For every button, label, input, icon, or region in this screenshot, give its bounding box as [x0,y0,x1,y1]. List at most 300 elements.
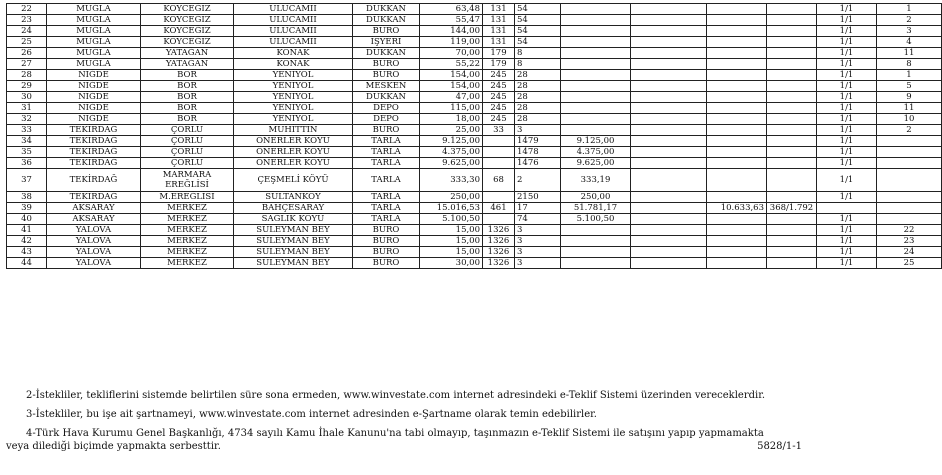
cell-parcel: 17 [515,203,561,214]
cell-share: 368/1.792 [767,203,817,214]
cell-total-area: 250,00 [561,192,631,203]
cell-province: MUĞLA [47,48,141,59]
cell-parcel: 1478 [515,147,561,158]
cell-independent-no [877,147,942,158]
cell-no: 41 [7,225,47,236]
cell-ratio: 1/1 [817,236,877,247]
cell-no: 40 [7,214,47,225]
cell-type: DÜKKAN [353,4,420,15]
cell-type: BÜRO [353,26,420,37]
cell-province: NİĞDE [47,81,141,92]
cell-total-area [561,37,631,48]
cell-area: 154,00 [420,70,483,81]
cell-extra [631,4,707,15]
cell-ratio: 1/1 [817,59,877,70]
reference-number: 5828/1-1 [757,441,802,452]
cell-share [767,70,817,81]
cell-extra [631,236,707,247]
cell-location: SÜLEYMAN BEY [234,258,353,269]
cell-no: 36 [7,158,47,169]
cell-parcel: 54 [515,4,561,15]
cell-province: AKSARAY [47,203,141,214]
cell-no: 22 [7,4,47,15]
cell-independent-no: 9 [877,92,942,103]
cell-share-area [707,37,767,48]
cell-location: KONAK [234,48,353,59]
cell-area: 9.625,00 [420,158,483,169]
cell-total-area [561,59,631,70]
cell-extra [631,136,707,147]
cell-share [767,192,817,203]
cell-district: KÖYCEĞİZ [141,4,234,15]
cell-no: 28 [7,70,47,81]
cell-parcel: 28 [515,92,561,103]
cell-share-area [707,258,767,269]
cell-block: 461 [483,203,515,214]
cell-district: ÇORLU [141,125,234,136]
cell-no: 37 [7,169,47,192]
property-listing-table [6,3,942,269]
cell-province: TEKİRDAĞ [47,125,141,136]
cell-area: 15,00 [420,225,483,236]
cell-province: MUĞLA [47,26,141,37]
cell-share-area [707,114,767,125]
cell-no: 38 [7,192,47,203]
cell-ratio: 1/1 [817,37,877,48]
cell-type: İŞYERİ [353,37,420,48]
cell-no: 31 [7,103,47,114]
cell-share-area [707,236,767,247]
cell-no: 43 [7,247,47,258]
cell-block: 245 [483,114,515,125]
table-row [7,59,942,70]
table-row [7,92,942,103]
note-4: 4-Türk Hava Kurumu Genel Başkanlığı, 4734 sayılı Kamu İhale Kanunu'na tabi olmayıp, taşınmazın e-Teklif Sistemi ile satışını yapıp yapmamakta [26,428,764,439]
cell-location: ÖNERLER KÖYÜ [234,147,353,158]
cell-type: DÜKKAN [353,92,420,103]
cell-province: YALOVA [47,258,141,269]
cell-province: NİĞDE [47,103,141,114]
cell-ratio: 1/1 [817,125,877,136]
cell-district: YATAĞAN [141,48,234,59]
cell-district: BOR [141,92,234,103]
cell-district: MERKEZ [141,225,234,236]
cell-independent-no: 4 [877,37,942,48]
cell-ratio: 1/1 [817,70,877,81]
cell-total-area: 5.100,50 [561,214,631,225]
listing-table-wrapper [6,3,915,269]
cell-no: 42 [7,236,47,247]
cell-province: AKSARAY [47,214,141,225]
cell-ratio: 1/1 [817,136,877,147]
table-row [7,169,942,192]
cell-location: ULUCAMİİ [234,26,353,37]
cell-area: 70,00 [420,48,483,59]
cell-province: TEKİRDAĞ [47,136,141,147]
table-row [7,158,942,169]
cell-location: ULUCAMİİ [234,4,353,15]
cell-province: MUĞLA [47,15,141,26]
cell-share-area [707,214,767,225]
cell-total-area [561,92,631,103]
cell-area: 15,00 [420,236,483,247]
cell-independent-no [877,158,942,169]
cell-ratio: 1/1 [817,169,877,192]
cell-block: 131 [483,4,515,15]
cell-area: 18,00 [420,114,483,125]
cell-share [767,225,817,236]
table-row [7,236,942,247]
cell-parcel: 8 [515,48,561,59]
note-2: 2-İstekliler, tekliflerini sistemde belirtilen süre sona ermeden, www.winvestate.com internet adresindeki e-Teklif Sistemi üzerinden vereceklerdir. [26,390,766,401]
cell-area: 55,47 [420,15,483,26]
cell-no: 39 [7,203,47,214]
cell-ratio [817,203,877,214]
cell-location: YENİYOL [234,70,353,81]
cell-ratio: 1/1 [817,81,877,92]
cell-extra [631,92,707,103]
cell-share [767,258,817,269]
cell-total-area: 9.125,00 [561,136,631,147]
cell-ratio: 1/1 [817,247,877,258]
cell-block: 131 [483,37,515,48]
cell-district: BOR [141,114,234,125]
cell-location: YENİYOL [234,103,353,114]
cell-ratio: 1/1 [817,92,877,103]
notes-section [6,389,842,453]
cell-location: SÜLEYMAN BEY [234,247,353,258]
cell-block: 131 [483,15,515,26]
cell-area: 4.375,00 [420,147,483,158]
cell-share-area [707,70,767,81]
cell-location: SÜLEYMAN BEY [234,225,353,236]
cell-area: 15.016,53 [420,203,483,214]
cell-district: MERKEZ [141,247,234,258]
cell-district: MARMARA EREĞLİSİ [141,169,234,192]
cell-location: KONAK [234,59,353,70]
cell-type: DEPO [353,103,420,114]
cell-independent-no: 25 [877,258,942,269]
cell-parcel: 3 [515,225,561,236]
cell-parcel: 3 [515,125,561,136]
cell-share-area [707,158,767,169]
cell-independent-no: 2 [877,125,942,136]
cell-location: SAĞLIK KÖYÜ [234,214,353,225]
cell-area: 63,48 [420,4,483,15]
cell-type: TARLA [353,214,420,225]
cell-province: TEKİRDAĞ [47,158,141,169]
cell-parcel: 8 [515,59,561,70]
cell-block [483,136,515,147]
cell-area: 30,00 [420,258,483,269]
cell-type: MESKEN [353,81,420,92]
cell-province: MUĞLA [47,37,141,48]
cell-location: SÜLEYMAN BEY [234,236,353,247]
cell-type: BÜRO [353,258,420,269]
cell-province: MUĞLA [47,59,141,70]
cell-ratio: 1/1 [817,147,877,158]
cell-independent-no: 24 [877,247,942,258]
cell-share-area [707,15,767,26]
note-3: 3-İstekliler, bu işe ait şartnameyi, www.winvestate.com internet adresinden e-Şartname olarak temin edebilirler. [26,409,597,420]
cell-block: 33 [483,125,515,136]
cell-extra [631,48,707,59]
cell-district: BOR [141,103,234,114]
cell-independent-no: 1 [877,4,942,15]
cell-share-area [707,125,767,136]
cell-province: TEKİRDAĞ [47,192,141,203]
cell-extra [631,114,707,125]
table-row [7,192,942,203]
cell-extra [631,15,707,26]
cell-share [767,158,817,169]
cell-share [767,103,817,114]
cell-type: TARLA [353,136,420,147]
cell-block [483,147,515,158]
cell-independent-no: 8 [877,59,942,70]
cell-extra [631,258,707,269]
cell-area: 250,00 [420,192,483,203]
cell-total-area: 9.625,00 [561,158,631,169]
cell-block: 245 [483,92,515,103]
cell-block [483,192,515,203]
cell-total-area: 333,19 [561,169,631,192]
cell-province: YALOVA [47,236,141,247]
cell-share [767,48,817,59]
cell-share-area [707,103,767,114]
cell-type: BÜRO [353,236,420,247]
cell-independent-no: 2 [877,15,942,26]
cell-extra [631,103,707,114]
cell-parcel: 1476 [515,158,561,169]
cell-share [767,92,817,103]
cell-share-area [707,92,767,103]
cell-location: ÖNERLER KÖYÜ [234,158,353,169]
cell-district: MERKEZ [141,258,234,269]
cell-block: 68 [483,169,515,192]
cell-share [767,147,817,158]
cell-location: ÖNERLER KÖYÜ [234,136,353,147]
cell-district: ÇORLU [141,136,234,147]
cell-total-area [561,81,631,92]
cell-district: MERKEZ [141,236,234,247]
cell-area: 333,30 [420,169,483,192]
cell-province: MUĞLA [47,4,141,15]
table-row [7,214,942,225]
cell-district: M.EREĞLİSİ [141,192,234,203]
cell-independent-no: 22 [877,225,942,236]
cell-share [767,125,817,136]
table-row [7,247,942,258]
table-row [7,26,942,37]
cell-location: SULTANKÖY [234,192,353,203]
cell-total-area [561,225,631,236]
cell-parcel: 28 [515,103,561,114]
cell-independent-no [877,214,942,225]
cell-province: YALOVA [47,247,141,258]
cell-share [767,114,817,125]
table-row [7,81,942,92]
cell-ratio: 1/1 [817,48,877,59]
cell-total-area [561,70,631,81]
cell-location: ULUCAMİİ [234,37,353,48]
table-row [7,15,942,26]
cell-independent-no: 1 [877,70,942,81]
cell-extra [631,192,707,203]
cell-total-area [561,258,631,269]
cell-share-area [707,4,767,15]
table-row [7,203,942,214]
table-row [7,37,942,48]
cell-block: 131 [483,26,515,37]
cell-parcel: 28 [515,114,561,125]
cell-ratio: 1/1 [817,214,877,225]
cell-share [767,59,817,70]
cell-area: 55,22 [420,59,483,70]
cell-total-area [561,114,631,125]
cell-total-area [561,236,631,247]
cell-no: 29 [7,81,47,92]
cell-parcel: 74 [515,214,561,225]
cell-block: 1326 [483,236,515,247]
cell-district: KÖYCEĞİZ [141,15,234,26]
cell-district: ÇORLU [141,158,234,169]
cell-location: ULUCAMİİ [234,15,353,26]
cell-type: BÜRO [353,247,420,258]
cell-extra [631,81,707,92]
cell-independent-no: 5 [877,81,942,92]
cell-no: 34 [7,136,47,147]
cell-share [767,136,817,147]
cell-share [767,26,817,37]
cell-independent-no [877,192,942,203]
cell-share [767,4,817,15]
note-4-footer [6,440,842,453]
cell-area: 144,00 [420,26,483,37]
cell-type: TARLA [353,147,420,158]
cell-location: YENİYOL [234,81,353,92]
cell-no: 23 [7,15,47,26]
cell-no: 33 [7,125,47,136]
cell-province: NİĞDE [47,92,141,103]
cell-block: 1326 [483,225,515,236]
cell-ratio: 1/1 [817,192,877,203]
cell-parcel: 54 [515,15,561,26]
cell-share [767,247,817,258]
cell-independent-no: 3 [877,26,942,37]
cell-ratio: 1/1 [817,26,877,37]
cell-no: 27 [7,59,47,70]
cell-district: ÇORLU [141,147,234,158]
cell-parcel: 2150 [515,192,561,203]
cell-no: 24 [7,26,47,37]
cell-type: BÜRO [353,125,420,136]
cell-district: KÖYCEĞİZ [141,37,234,48]
cell-extra [631,147,707,158]
cell-type: DÜKKAN [353,48,420,59]
cell-district: BOR [141,81,234,92]
cell-parcel: 54 [515,37,561,48]
cell-share-area [707,225,767,236]
cell-district: MERKEZ [141,203,234,214]
cell-independent-no [877,136,942,147]
cell-total-area [561,247,631,258]
cell-province: TEKİRDAĞ [47,147,141,158]
cell-extra [631,70,707,81]
cell-parcel: 3 [515,247,561,258]
cell-share-area [707,26,767,37]
cell-share [767,81,817,92]
cell-province: NİĞDE [47,70,141,81]
table-row [7,70,942,81]
cell-area: 115,00 [420,103,483,114]
cell-no: 26 [7,48,47,59]
cell-block: 245 [483,70,515,81]
cell-area: 9.125,00 [420,136,483,147]
cell-parcel: 1479 [515,136,561,147]
cell-ratio: 1/1 [817,103,877,114]
cell-parcel: 28 [515,70,561,81]
cell-independent-no: 10 [877,114,942,125]
cell-province: NİĞDE [47,114,141,125]
cell-share [767,214,817,225]
cell-independent-no: 23 [877,236,942,247]
cell-location: BAHÇESARAY [234,203,353,214]
cell-extra [631,158,707,169]
cell-area: 47,00 [420,92,483,103]
table-row [7,147,942,158]
cell-province: YALOVA [47,225,141,236]
cell-no: 35 [7,147,47,158]
cell-total-area: 4.375,00 [561,147,631,158]
cell-parcel: 54 [515,26,561,37]
cell-ratio: 1/1 [817,258,877,269]
cell-total-area [561,103,631,114]
table-row [7,103,942,114]
cell-block: 179 [483,59,515,70]
cell-share-area [707,81,767,92]
cell-location: MUHİTTİN [234,125,353,136]
cell-ratio: 1/1 [817,225,877,236]
cell-location: ÇEŞMELİ KÖYÜ [234,169,353,192]
cell-independent-no [877,169,942,192]
cell-extra [631,26,707,37]
cell-total-area: 51.781,17 [561,203,631,214]
cell-share [767,15,817,26]
cell-share [767,169,817,192]
table-row [7,114,942,125]
cell-location: YENİYOL [234,92,353,103]
cell-province: TEKİRDAĞ [47,169,141,192]
cell-type: BÜRO [353,225,420,236]
cell-ratio: 1/1 [817,114,877,125]
cell-share-area [707,192,767,203]
cell-block: 245 [483,103,515,114]
table-row [7,136,942,147]
cell-extra [631,59,707,70]
cell-extra [631,225,707,236]
cell-total-area [561,15,631,26]
cell-type: BÜRO [353,59,420,70]
cell-share [767,236,817,247]
cell-type: DÜKKAN [353,15,420,26]
cell-type: DEPO [353,114,420,125]
cell-ratio: 1/1 [817,158,877,169]
cell-total-area [561,26,631,37]
cell-share [767,37,817,48]
cell-area: 154,00 [420,81,483,92]
cell-no: 44 [7,258,47,269]
